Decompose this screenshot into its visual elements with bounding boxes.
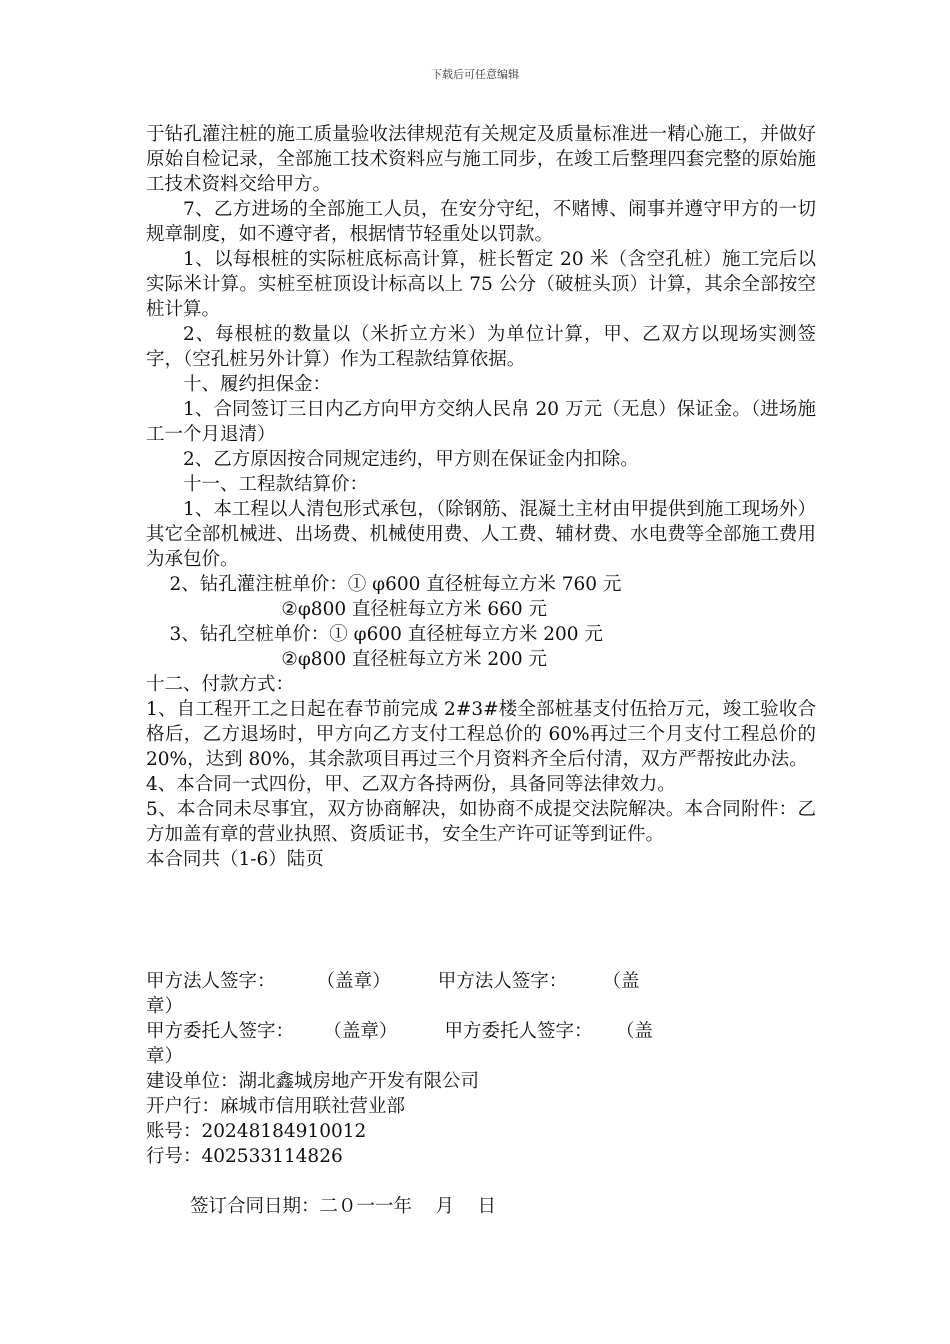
signature-line: 甲方委托人签字： （盖章） 甲方委托人签字： （盖 <box>146 1021 653 1042</box>
signature-line: 甲方法人签字： （盖章） 甲方法人签字： （盖 <box>146 971 640 992</box>
section-heading: 十二、付款方式： <box>146 674 295 695</box>
price-line: 3、钻孔空桩单价：① φ600 直径桩每立方米 200 元 <box>146 624 603 645</box>
header-note: 下载后可任意编辑 <box>431 68 519 81</box>
paragraph: 7、乙方进场的全部施工人员，在安分守纪，不赌博、闹事并遵守甲方的一切规章制度，如不遵守者，根据情节轻重处以罚款。 <box>146 199 816 245</box>
bank-name: 开户行：麻城市信用联社营业部 <box>146 1096 406 1117</box>
paragraph: 5、本合同未尽事宜，双方协商解决，如协商不成提交法院解决。本合同附件：乙方加盖有章的营业执照、资质证书，安全生产许可证等到证件。 <box>146 799 816 845</box>
price-line: ②φ800 直径桩每立方米 660 元 <box>146 599 548 620</box>
price-line: 2、钻孔灌注桩单价：① φ600 直径桩每立方米 760 元 <box>146 574 622 595</box>
contract-body <box>146 122 816 1219</box>
paragraph: 于钻孔灌注桩的施工质量验收法律规范有关规定及质量标准进一精心施工，并做好原始自检记录，全部施工技术资料应与施工同步，在竣工后整理四套完整的原始施工技术资料交给甲方。 <box>146 124 816 195</box>
account-number: 账号：20248184910012 <box>146 1121 367 1142</box>
signature-line-wrap: 章） <box>146 996 184 1017</box>
price-line: ②φ800 直径桩每立方米 200 元 <box>146 649 548 670</box>
paragraph: 2、每根桩的数量以（米折立方米）为单位计算，甲、乙双方以现场实测签字，（空孔桩另外计算）作为工程款结算依据。 <box>146 324 816 370</box>
section-heading: 十、履约担保金： <box>183 374 332 395</box>
signature-line-wrap: 章） <box>146 1046 184 1067</box>
paragraph: 2、乙方原因按合同规定违约，甲方则在保证金内扣除。 <box>183 449 639 470</box>
paragraph: 1、本工程以人清包形式承包，（除钢筋、混凝土主材由甲提供到施工现场外）其它全部机械进、出场费、机械使用费、人工费、辅材费、水电费等全部施工费用为承包价。 <box>146 499 816 570</box>
paragraph: 1、以每根桩的实际桩底标高计算，桩长暂定 20 米（含空孔桩）施工完后以实际米计算。实桩至桩顶设计标高以上 75 公分（破桩头顶）计算，其余全部按空桩计算。 <box>146 249 816 320</box>
section-heading: 十一、工程款结算价： <box>183 474 369 495</box>
signing-date: 签订合同日期：二０一一年 月 日 <box>190 1196 497 1217</box>
paragraph: 4、本合同一式四份，甲、乙双方各持两份，具备同等法律效力。 <box>146 774 676 795</box>
paragraph: 1、合同签订三日内乙方向甲方交纳人民帛 20 万元（无息）保证金。（进场施工一个月退清） <box>146 399 816 445</box>
bank-number: 行号：402533114826 <box>146 1146 343 1167</box>
page-count: 本合同共（1-6）陆页 <box>146 849 324 870</box>
construction-unit: 建设单位：湖北鑫城房地产开发有限公司 <box>146 1071 480 1092</box>
paragraph: 1、自工程开工之日起在春节前完成 2#3#楼全部桩基支付伍拾万元，竣工验收合格后，乙方退场时，甲方向乙方支付工程总价的 60%再过三个月支付工程总价的 20%，达到 80%，其余款项目再过三个月资料齐全后付清，双方严帮按此办法。 <box>146 699 816 770</box>
